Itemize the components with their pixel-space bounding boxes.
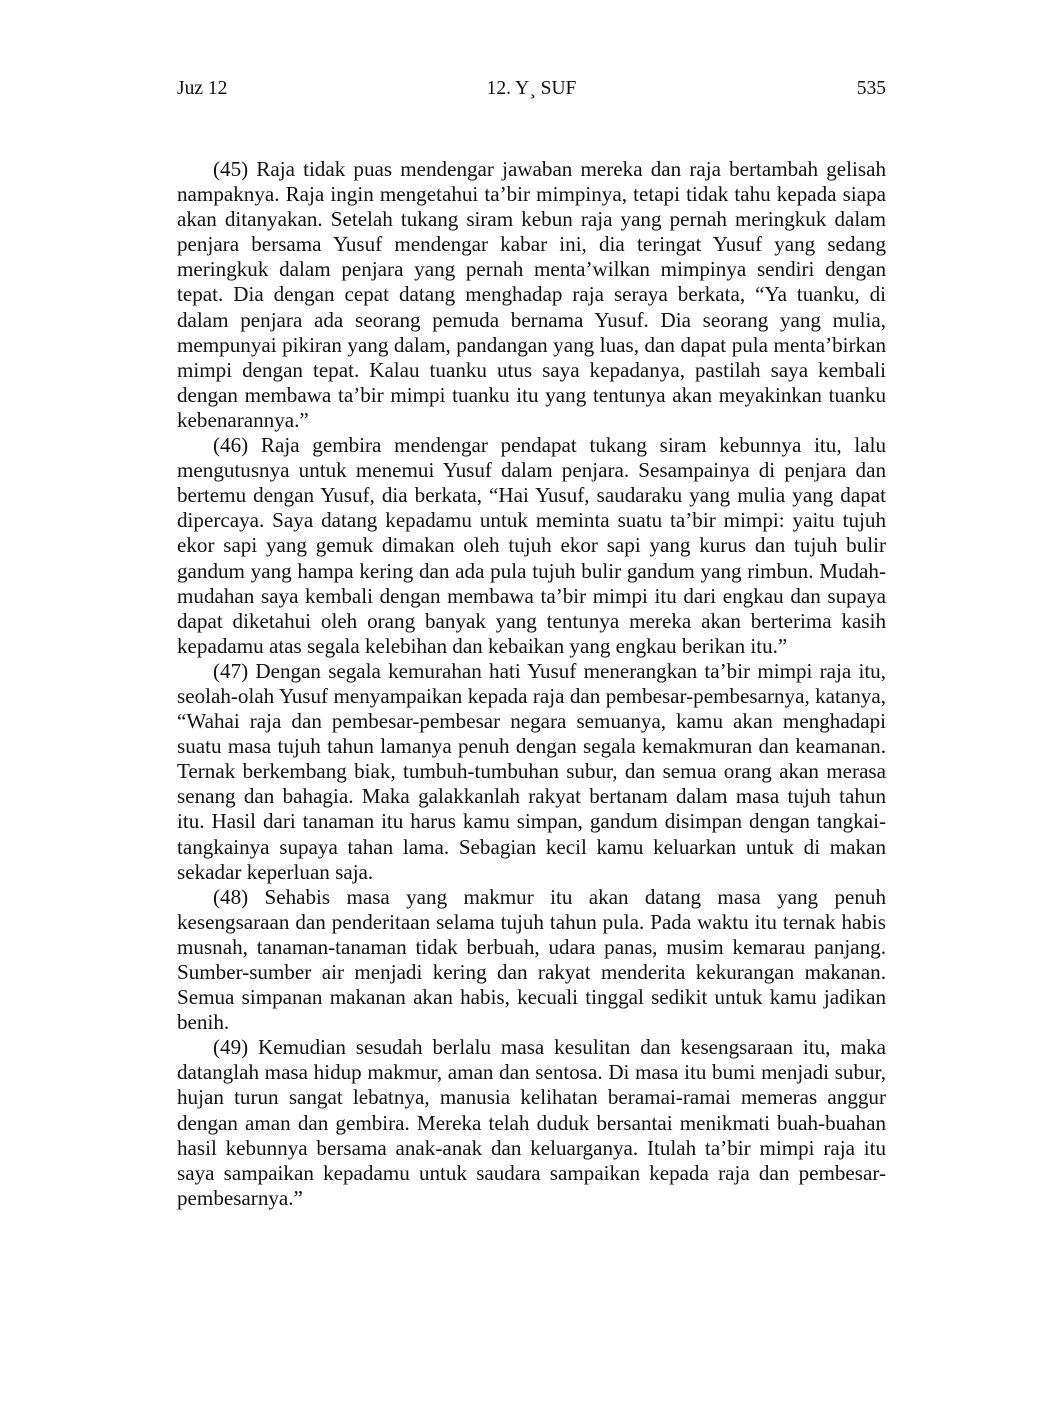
page-number: 535	[856, 78, 886, 99]
juz-label: Juz 12	[177, 78, 228, 99]
paragraph-47: (47) Dengan segala kemurahan hati Yusuf menerangkan ta’bir mimpi raja itu, seolah-olah Yusuf menyampaikan kepada raja dan pembesar-pembesarnya, katanya, “Wahai raja dan pembesar-pembesar negara semuanya, kamu akan menghadapi suatu masa tujuh tahun lamanya penuh dengan segala kemakmuran dan keamanan. Ternak berkembang biak, tumbuh-tumbuhan subur, dan semua orang akan merasa senang dan bahagia. Maka galakkanlah rakyat bertanam dalam masa tujuh tahun itu. Hasil dari tanaman itu harus kamu simpan, gandum disimpan dengan tangkai-tangkainya supaya tahan lama. Sebagian kecil kamu keluarkan untuk di makan sekadar keperluan saja.	[177, 658, 886, 884]
paragraph-45: (45) Raja tidak puas mendengar jawaban mereka dan raja bertambah gelisah nampaknya. Raja ingin mengetahui ta’bir mimpinya, tetapi tidak tahu kepada siapa akan ditanyakan. Setelah tukang siram kebun raja yang pernah meringkuk dalam penjara bersama Yusuf mendengar kabar ini, dia teringat Yusuf yang sedang meringkuk dalam penjara yang pernah menta’wilkan mimpinya sendiri dengan tepat. Dia dengan cepat datang menghadap raja seraya berkata, “Ya tuanku, di dalam penjara ada seorang pemuda bernama Yusuf. Dia seorang yang mulia, mempunyai pikiran yang dalam, pandangan yang luas, dan dapat pula menta’birkan mimpi dengan tepat. Kalau tuanku utus saya kepadanya, pastilah saya kembali dengan membawa ta’bir mimpi tuanku itu yang tentunya akan meyakinkan tuanku kebenarannya.”	[177, 157, 886, 432]
page-header	[177, 76, 886, 102]
surah-title: 12. Y¸ SUF	[486, 78, 577, 99]
paragraph-49: (49) Kemudian sesudah berlalu masa kesulitan dan kesengsaraan itu, maka datanglah masa hidup makmur, aman dan sentosa. Di masa itu bumi menjadi subur, hujan turun sangat lebatnya, manusia kelihatan beramai-ramai memeras anggur dengan aman dan gembira. Mereka telah duduk bersantai menikmati buah-buahan hasil kebunnya bersama anak-anak dan keluarganya. Itulah ta’bir mimpi raja itu saya sampaikan kepadamu untuk saudara sampaikan kepada raja dan pembesar-pembesarnya.”	[177, 1035, 886, 1210]
paragraph-48: (48) Sehabis masa yang makmur itu akan datang masa yang penuh kesengsaraan dan penderitaan selama tujuh tahun pula. Pada waktu itu ternak habis musnah, tanaman-tanaman tidak berbuah, udara panas, musim kemarau panjang. Sumber-sumber air menjadi kering dan rakyat menderita kekurangan makanan. Semua simpanan makanan akan habis, kecuali tinggal sedikit untuk kamu jadikan benih.	[177, 884, 886, 1035]
paragraph-46: (46) Raja gembira mendengar pendapat tukang siram kebunnya itu, lalu mengutusnya untuk menemui Yusuf dalam penjara. Sesampainya di penjara dan bertemu dengan Yusuf, dia berkata, “Hai Yusuf, saudaraku yang mulia yang dapat dipercaya. Saya datang kepadamu untuk meminta suatu ta’bir mimpi: yaitu tujuh ekor sapi yang gemuk dimakan oleh tujuh ekor sapi yang kurus dan tujuh bulir gandum yang hampa kering dan ada pula tujuh bulir gandum yang rimbun. Mudah-mudahan saya kembali dengan membawa ta’bir mimpi itu dari engkau dan supaya dapat diketahui oleh orang banyak yang tentunya mereka akan berterima kasih kepadamu atas segala kelebihan dan kebaikan yang engkau berikan itu.”	[177, 433, 886, 658]
body-text	[177, 157, 886, 1211]
